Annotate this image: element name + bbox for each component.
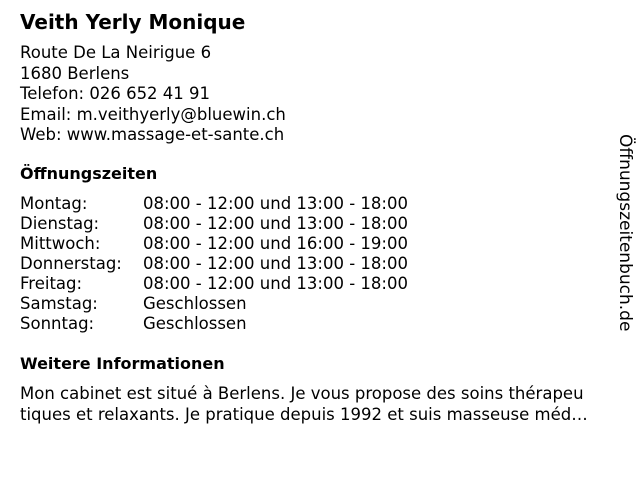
- opening-hours-table: [20, 194, 480, 334]
- hours-value: Geschlossen: [143, 294, 247, 313]
- day-label: Donnerstag:: [20, 254, 122, 273]
- hours-value: 08:00 - 12:00 und 13:00 - 18:00: [143, 274, 408, 293]
- email-address: Email: m.veithyerly@bluewin.ch: [20, 104, 286, 124]
- day-label: Sonntag:: [20, 314, 95, 333]
- description-text: [20, 383, 620, 425]
- description-line: tiques et relaxants. Je pratique depuis 1992 et suis masseuse méd…: [20, 405, 588, 424]
- day-label: Freitag:: [20, 274, 83, 293]
- opening-hours-title: Öffnungszeiten: [20, 164, 158, 183]
- description-line: Mon cabinet est situé à Berlens. Je vous propose des soins thérapeu: [20, 384, 584, 403]
- hours-row-friday: [20, 274, 480, 294]
- day-label: Mittwoch:: [20, 234, 101, 253]
- hours-value: Geschlossen: [143, 314, 247, 333]
- hours-value: 08:00 - 12:00 und 13:00 - 18:00: [143, 254, 408, 273]
- day-label: Montag:: [20, 194, 88, 213]
- hours-value: 08:00 - 12:00 und 13:00 - 18:00: [143, 214, 408, 233]
- street-address: Route De La Neirigue 6: [20, 43, 212, 62]
- website: Web: www.massage-et-sante.ch: [20, 125, 285, 144]
- day-label: Dienstag:: [20, 214, 100, 233]
- hours-row-sunday: [20, 314, 480, 334]
- hours-row-monday: [20, 194, 480, 214]
- hours-row-thursday: [20, 254, 480, 274]
- hours-row-tuesday: [20, 214, 480, 234]
- hours-value: 08:00 - 12:00 und 13:00 - 18:00: [143, 194, 408, 213]
- day-label: Samstag:: [20, 294, 98, 313]
- hours-row-saturday: [20, 294, 480, 314]
- hours-value: 08:00 - 12:00 und 16:00 - 19:00: [143, 234, 408, 253]
- business-name: Veith Yerly Monique: [20, 10, 246, 34]
- more-info-title: Weitere Informationen: [20, 354, 225, 373]
- contact-block: [20, 43, 286, 146]
- side-brand-watermark: Öffnungszeitenbuch.de: [615, 134, 635, 332]
- phone-number: Telefon: 026 652 41 91: [20, 84, 211, 103]
- hours-row-wednesday: [20, 234, 480, 254]
- city: 1680 Berlens: [20, 63, 130, 83]
